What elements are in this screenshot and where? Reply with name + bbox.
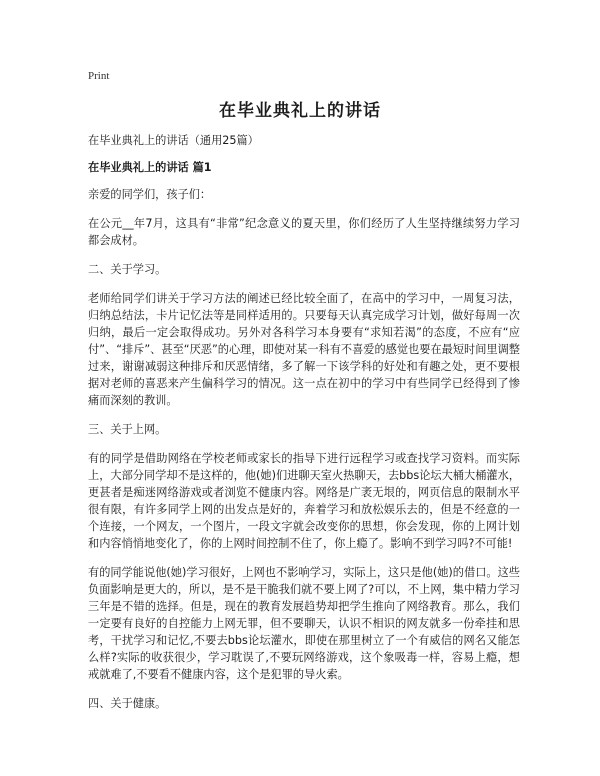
document-subtitle: 在毕业典礼上的讲话（通用25篇） — [88, 134, 259, 147]
heading-study: 二、关于学习。 — [88, 263, 167, 276]
heading-internet: 三、关于上网。 — [88, 423, 167, 436]
body-paragraph: 有的同学能说他(她)学习很好，上网也不影响学习，实际上，这只是他(她)的借口。这些负面影响是更大的，所以，是不是干脆我们就不要上网了?可以，不上网，集中精力学习三年是不错的选择。但是，现在的教育发展趋势却把学生推向了网络教育。那么，我们一定要有良好的自控能力上网无罪，但不要聊天，认识不相识的网友就多一份牵挂和思考，干扰学习和记忆,不要去bbs论坛灌水，即使在那里树立了一个有威信的网名又能怎么样?实际的收获很少，学习耽误了,不要玩网络游戏，这个象吸毒一样，容易上瘾，想戒就难了,不要看不健康内容，这个是犯罪的导火索。 — [88, 566, 520, 681]
print-label: Print — [88, 70, 110, 82]
page-title: 在毕业典礼上的讲话 — [219, 101, 381, 121]
greeting-paragraph: 亲爱的同学们，孩子们： — [88, 188, 212, 201]
document-body — [88, 132, 520, 718]
heading-health: 四、关于健康。 — [88, 697, 167, 710]
body-paragraph: 有的同学是借助网络在学校老师或家长的指导下进行远程学习或查找学习资料。而实际上，大部分同学却不是这样的，他(她)们进聊天室火热聊天，去bbs论坛大桶大桶灌水，更甚者是痴迷网络游戏或者浏览不健康内容。网络是广袤无垠的，网页信息的限制水平很有限，有许多同学上网的出发点是好的，奔着学习和放松娱乐去的，但是不经意的一个连接，一个网友，一个图片，一段文字就会改变你的思想，你会发现，你的上网计划和内容悄悄地变化了，你的上网时间控制不住了，你上瘾了。影响不到学习吗?不可能! — [88, 452, 520, 550]
body-paragraph: 在公元__年7月，这具有“非常”纪念意义的夏天里，你们经历了人生坚持继续努力学习都会成材。 — [88, 217, 520, 247]
section-heading: 在毕业典礼上的讲话 篇1 — [88, 161, 212, 174]
body-paragraph: 老师给同学们讲关于学习方法的阐述已经比较全面了，在高中的学习中，一周复习法，归纳总结法，卡片记忆法等是同样适用的。只要每天认真完成学习计划，做好每周一次归纳，最后一定会取得成功。另外对各科学习本身要有“求知若渴”的态度，不应有“应付”、“排斥”、甚至“厌恶”的心理，即使对某一科有不喜爱的感觉也要在最短时间里调整过来，谢谢减弱这种排斥和厌恶情绪，多了解一下该学科的好处和有趣之处，更不要根据对老师的喜恶来产生偏科学习的情况。这一点在初中的学习中有些同学已经得到了惨痛而深刻的教训。 — [88, 292, 520, 407]
